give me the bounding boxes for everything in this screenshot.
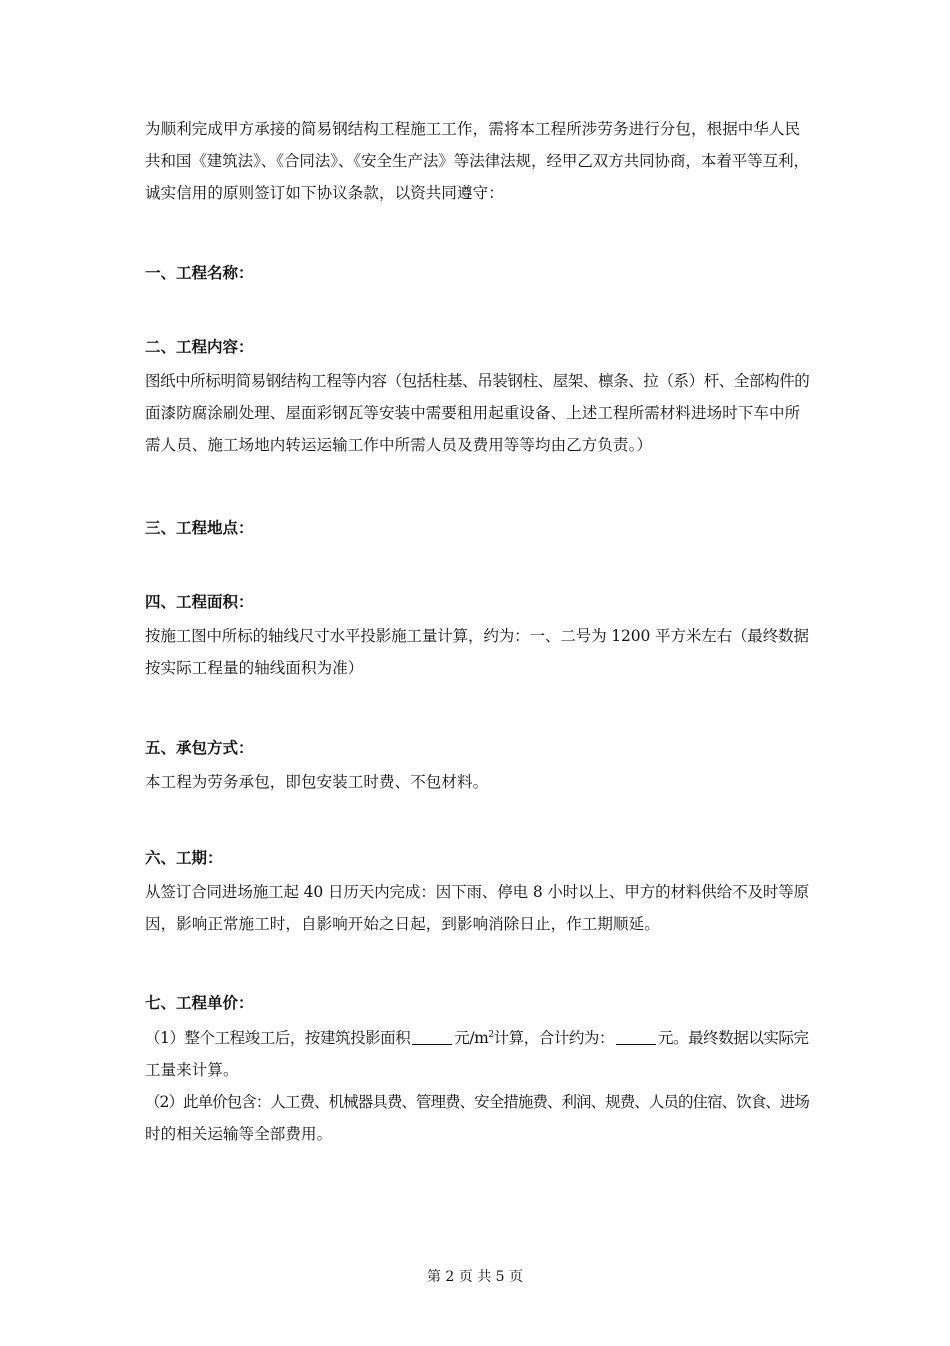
duration-paragraph (145, 876, 809, 940)
section-heading-duration: 六、工期： (145, 848, 223, 867)
project-content-paragraph (145, 365, 809, 461)
section-heading-project-content: 二、工程内容： (145, 337, 254, 356)
section-heading-unit-price: 七、工程单价： (145, 993, 254, 1012)
text-segment: 元。最终数据以实际完 (658, 1029, 809, 1047)
section-heading-project-name: 一、工程名称： (145, 263, 254, 282)
intro-paragraph (145, 113, 809, 209)
text-segment: 元/m (454, 1029, 489, 1047)
intro-line: 为顺利完成甲方承接的简易钢结构工程施工工作，需将本工程所涉劳务进行分包，根据中华人民 (145, 120, 801, 138)
paragraph-line: 面漆防腐涂刷处理、屋面彩钢瓦等安装中需要租用起重设备、上述工程所需材料进场时下车中所 (145, 404, 801, 422)
intro-line: 诚实信用的原则签订如下协议条款，以资共同遵守： (145, 184, 504, 202)
page-number-footer: 第 2 页 共 5 页 (426, 1269, 524, 1285)
section-heading-project-area: 四、工程面积： (145, 592, 254, 611)
unit-price-paragraph (145, 1022, 809, 1150)
paragraph-line: 从签订合同进场施工起 40 日历天内完成：因下雨、停电 8 小时以上、甲方的材料供给不及时等原 (145, 883, 809, 901)
contract-method-paragraph (145, 766, 809, 798)
paragraph-line: 按实际工程量的轴线面积为准） (145, 659, 364, 677)
section-heading-contract-method: 五、承包方式： (145, 738, 254, 757)
section-heading-project-location: 三、工程地点： (145, 518, 254, 537)
fill-in-blank (616, 1026, 656, 1045)
paragraph-line: 需人员、施工场地内转运运输工作中所需人员及费用等等均由乙方负责。） (145, 436, 653, 454)
superscript: 2 (488, 1030, 494, 1040)
unit-price-item-1-line-1 (145, 1022, 809, 1054)
paragraph-line: 图纸中所标明简易钢结构工程等内容（包括柱基、吊装钢柱、屋架、檩条、拉（系）杆、全部构件的 (145, 372, 810, 390)
intro-line: 共和国《建筑法》、《合同法》、《安全生产法》等法律法规，经甲乙双方共同协商，本着平等互利， (145, 152, 810, 170)
unit-price-item-2-line-2: 时的相关运输等全部费用。 (145, 1125, 333, 1143)
text-segment: 计算，合计约为： (493, 1029, 615, 1047)
paragraph-line: 按施工图中所标的轴线尺寸水平投影施工量计算，约为：一、二号为 1200 平方米左右（最终数据 (145, 627, 809, 645)
unit-price-item-1-line-2: 工量来计算。 (145, 1061, 239, 1079)
project-area-paragraph (145, 620, 809, 684)
paragraph-line: 因，影响正常施工时，自影响开始之日起，到影响消除日止，作工期顺延。 (145, 915, 660, 933)
text-segment: （1）整个工程竣工后，按建筑投影面积 (145, 1029, 411, 1047)
paragraph-line: 本工程为劳务承包，即包安装工时费、不包材料。 (145, 773, 489, 791)
unit-price-item-2-line-1: （2）此单价包含：人工费、机械器具费、管理费、安全措施费、利润、规费、人员的住宿、饮食、进场 (145, 1093, 809, 1111)
fill-in-blank (412, 1026, 452, 1045)
